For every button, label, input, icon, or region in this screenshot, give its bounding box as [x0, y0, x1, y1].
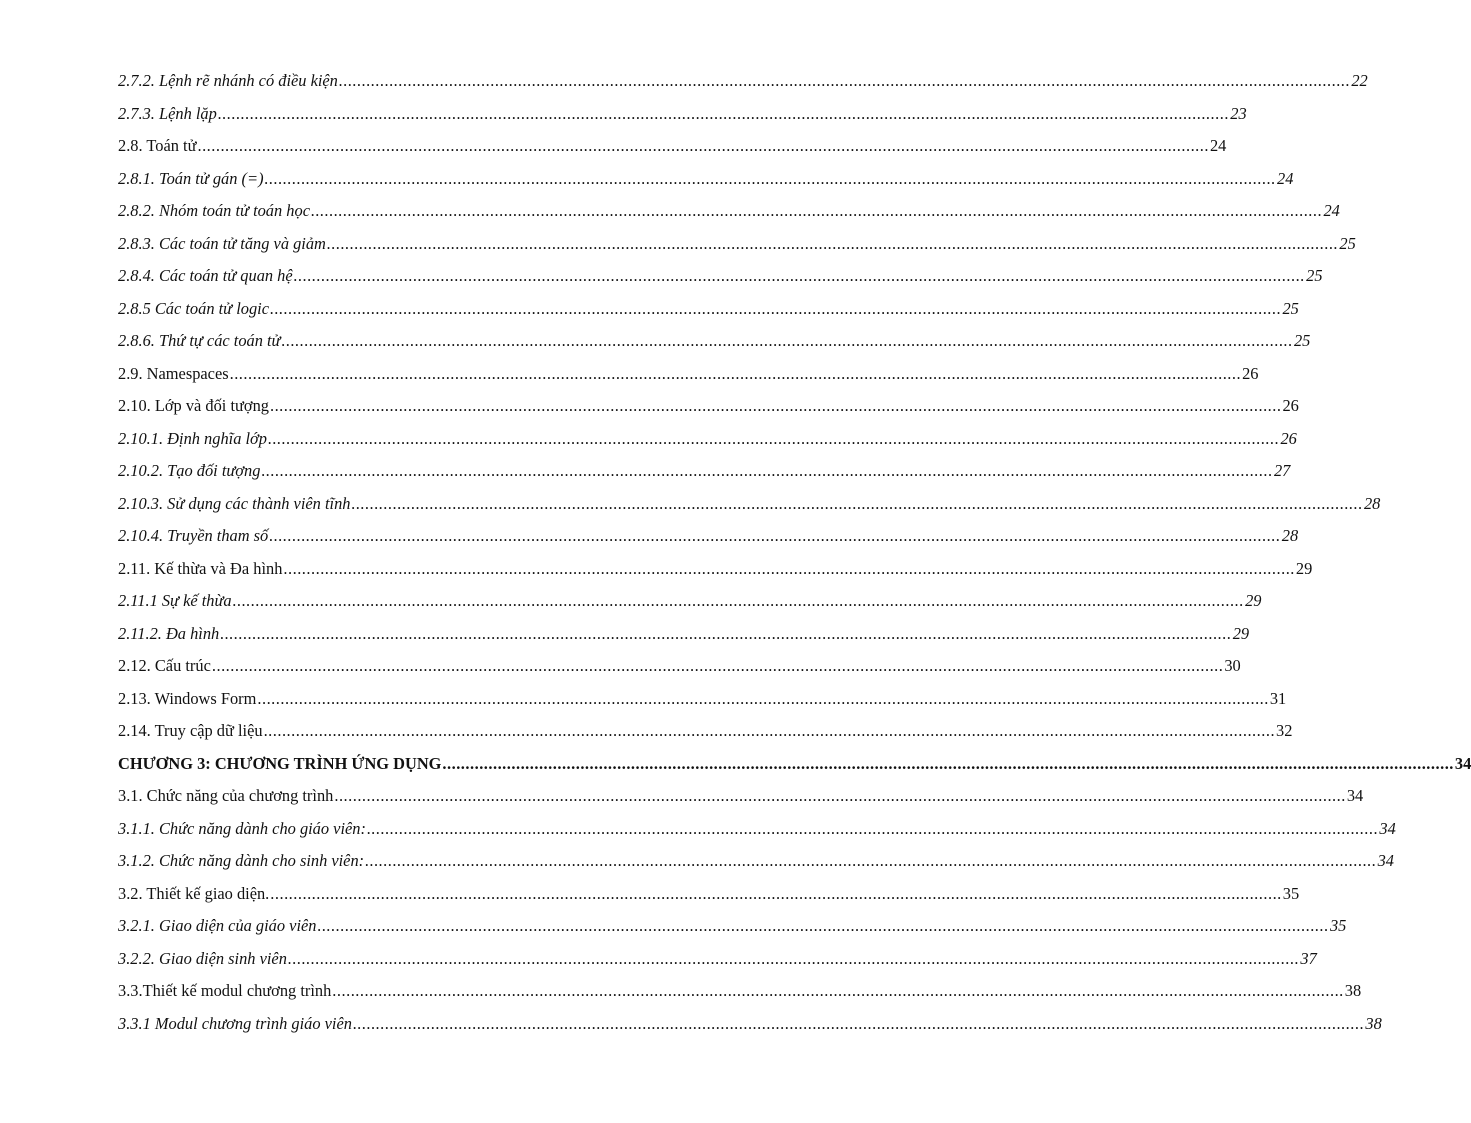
toc-dot-leader: ............................................................................................................................................................................................................................	[310, 201, 1323, 220]
toc-entry[interactable]	[118, 168, 1294, 202]
toc-dot-leader: ............................................................................................................................................................................................................................	[317, 916, 1329, 935]
toc-entry-page-number: 25	[1306, 266, 1323, 285]
toc-dot-leader: ............................................................................................................................................................................................................................	[263, 721, 1276, 740]
toc-dot-leader: ............................................................................................................................................................................................................................	[352, 1013, 1365, 1033]
toc-entry[interactable]	[118, 71, 1368, 104]
toc-entry-page-number: 24	[1323, 201, 1340, 220]
toc-entry[interactable]	[118, 623, 1250, 657]
toc-entry[interactable]	[118, 786, 1364, 819]
toc-entry-title: 2.8.3. Các toán tử tăng và giảm	[118, 233, 326, 253]
toc-entry-page-number: 29	[1295, 558, 1313, 578]
toc-dot-leader: ............................................................................................................................................................................................................................	[211, 656, 1224, 675]
toc-entry-title: 2.10.4. Truyền tham số	[118, 526, 269, 545]
toc-entry-title: 2.8.2. Nhóm toán tử toán học	[118, 201, 310, 220]
toc-entry-title: 2.11.1 Sự kế thừa	[118, 591, 232, 610]
toc-entry-page-number: 34	[1454, 753, 1471, 773]
toc-entry-page-number: 24	[1277, 168, 1294, 188]
toc-entry-page-number: 38	[1365, 1013, 1382, 1033]
toc-entry[interactable]	[118, 558, 1313, 592]
toc-entry[interactable]	[118, 363, 1259, 397]
toc-entry-title: 3.1. Chức năng của chương trình	[118, 786, 334, 805]
toc-entry-page-number: 26	[1280, 428, 1297, 448]
toc-entry-page-number: 25	[1293, 331, 1311, 350]
toc-entry-page-number: 38	[1344, 981, 1362, 1000]
toc-entry-title: 3.2. Thiết kế giao diện.	[118, 883, 270, 903]
toc-entry-title: 2.9. Namespaces	[118, 363, 229, 383]
toc-dot-leader: ............................................................................................................................................................................................................................	[293, 266, 1306, 285]
toc-dot-leader: ............................................................................................................................................................................................................................	[442, 753, 1454, 773]
toc-entry[interactable]	[118, 883, 1300, 917]
toc-entry-title: 2.10.2. Tạo đối tượng	[118, 461, 261, 480]
toc-dot-leader: ............................................................................................................................................................................................................................	[217, 103, 1230, 123]
toc-entry-page-number: 35	[1329, 916, 1347, 935]
table-of-contents	[118, 71, 1471, 1046]
toc-entry[interactable]	[118, 1013, 1382, 1047]
toc-dot-leader: ............................................................................................................................................................................................................................	[232, 591, 1245, 610]
toc-entry-page-number: 34	[1346, 786, 1364, 805]
toc-entry-title: 2.8.1. Toán tử gán (=)	[118, 168, 264, 188]
toc-entry-title: 2.8.5 Các toán tử logic	[118, 298, 269, 318]
toc-entry-page-number: 32	[1276, 721, 1293, 740]
toc-dot-leader: ............................................................................................................................................................................................................................	[269, 526, 1281, 545]
toc-entry[interactable]	[118, 233, 1356, 267]
toc-entry[interactable]	[118, 981, 1362, 1014]
toc-entry-page-number: 28	[1281, 526, 1299, 545]
toc-entry-title: 2.13. Windows Form	[118, 688, 257, 708]
toc-dot-leader: ............................................................................................................................................................................................................................	[267, 428, 1280, 448]
toc-dot-leader: ............................................................................................................................................................................................................................	[365, 851, 1377, 870]
toc-entry-page-number: 34	[1377, 851, 1394, 870]
toc-entry-title: 3.1.2. Chức năng dành cho sinh viên:	[118, 851, 365, 870]
toc-entry[interactable]	[118, 136, 1227, 169]
toc-dot-leader: ............................................................................................................................................................................................................................	[197, 136, 1209, 155]
toc-dot-leader: ............................................................................................................................................................................................................................	[220, 623, 1232, 643]
toc-dot-leader: ............................................................................................................................................................................................................................	[269, 396, 1282, 415]
toc-entry-title: 2.10.1. Định nghĩa lớp	[118, 428, 267, 448]
toc-entry[interactable]	[118, 591, 1262, 624]
toc-dot-leader: ............................................................................................................................................................................................................................	[269, 298, 1282, 318]
toc-entry-page-number: 22	[1351, 71, 1368, 90]
toc-entry-title: 2.11.2. Đa hình	[118, 623, 220, 643]
toc-dot-leader: ............................................................................................................................................................................................................................	[261, 461, 1273, 480]
toc-entry[interactable]	[118, 818, 1396, 852]
toc-dot-leader: ............................................................................................................................................................................................................................	[366, 818, 1379, 838]
toc-dot-leader: ............................................................................................................................................................................................................................	[229, 363, 1242, 383]
toc-entry-page-number: 29	[1232, 623, 1250, 643]
toc-dot-leader: ............................................................................................................................................................................................................................	[326, 233, 1339, 253]
toc-entry-page-number: 24	[1209, 136, 1227, 155]
toc-entry-page-number: 23	[1230, 103, 1247, 123]
toc-entry-page-number: 27	[1273, 461, 1291, 480]
toc-entry-page-number: 35	[1282, 883, 1300, 903]
toc-entry[interactable]	[118, 721, 1293, 754]
toc-entry-title: 2.8.4. Các toán tử quan hệ	[118, 266, 293, 285]
toc-entry-title: 3.3.Thiết kế modul chương trình	[118, 981, 332, 1000]
toc-entry-page-number: 29	[1245, 591, 1262, 610]
toc-entry[interactable]	[118, 851, 1394, 884]
toc-dot-leader: ............................................................................................................................................................................................................................	[257, 688, 1269, 708]
toc-entry[interactable]	[118, 916, 1347, 949]
toc-dot-leader: ............................................................................................................................................................................................................................	[270, 883, 1282, 903]
toc-entry-page-number: 31	[1269, 688, 1287, 708]
toc-entry-title: 2.11. Kế thừa và Đa hình	[118, 558, 283, 578]
toc-entry[interactable]	[118, 201, 1340, 234]
toc-entry-title: 3.2.2. Giao diện sinh viên	[118, 948, 287, 968]
toc-entry-title: 2.8. Toán tử	[118, 136, 197, 155]
toc-dot-leader: ............................................................................................................................................................................................................................	[338, 71, 1351, 90]
toc-entry[interactable]	[118, 753, 1471, 787]
toc-entry-page-number: 28	[1363, 493, 1381, 513]
toc-entry-title: 3.1.1. Chức năng dành cho giáo viên:	[118, 818, 366, 838]
toc-entry-page-number: 30	[1224, 656, 1241, 675]
toc-entry-title: 2.12. Cấu trúc	[118, 656, 211, 675]
toc-entry-title: 2.8.6. Thứ tự các toán tử	[118, 331, 281, 350]
toc-entry-title: 2.7.2. Lệnh rẽ nhánh có điều kiện	[118, 71, 338, 90]
toc-dot-leader: ............................................................................................................................................................................................................................	[334, 786, 1346, 805]
toc-entry-title: 3.3.1 Modul chương trình giáo viên	[118, 1013, 352, 1033]
toc-entry[interactable]	[118, 298, 1299, 332]
toc-entry-page-number: 26	[1282, 396, 1299, 415]
toc-entry-title: 2.7.3. Lệnh lặp	[118, 103, 217, 123]
toc-entry-page-number: 37	[1300, 948, 1317, 968]
toc-dot-leader: ............................................................................................................................................................................................................................	[264, 168, 1277, 188]
toc-entry[interactable]	[118, 948, 1317, 982]
toc-entry-title: CHƯƠNG 3: CHƯƠNG TRÌNH ỨNG DỤNG	[118, 753, 442, 773]
toc-entry-page-number: 34	[1379, 818, 1396, 838]
toc-dot-leader: ............................................................................................................................................................................................................................	[281, 331, 1293, 350]
toc-entry[interactable]	[118, 526, 1299, 559]
toc-dot-leader: ............................................................................................................................................................................................................................	[332, 981, 1344, 1000]
toc-dot-leader: ............................................................................................................................................................................................................................	[283, 558, 1295, 578]
toc-entry-page-number: 25	[1282, 298, 1299, 318]
toc-entry[interactable]	[118, 266, 1323, 299]
toc-entry-title: 2.14. Truy cập dữ liệu	[118, 721, 263, 740]
toc-entry-page-number: 25	[1339, 233, 1356, 253]
toc-entry[interactable]	[118, 493, 1381, 527]
toc-entry-title: 2.10.3. Sử dụng các thành viên tĩnh	[118, 493, 351, 513]
toc-entry[interactable]	[118, 103, 1247, 137]
toc-entry[interactable]	[118, 331, 1311, 364]
toc-entry-page-number: 26	[1242, 363, 1259, 383]
toc-dot-leader: ............................................................................................................................................................................................................................	[351, 493, 1363, 513]
toc-entry-title: 2.10. Lớp và đối tượng	[118, 396, 269, 415]
toc-entry[interactable]	[118, 461, 1291, 494]
toc-entry[interactable]	[118, 688, 1287, 722]
toc-entry[interactable]	[118, 656, 1241, 689]
toc-entry-title: 3.2.1. Giao diện của giáo viên	[118, 916, 317, 935]
toc-dot-leader: ............................................................................................................................................................................................................................	[287, 948, 1300, 968]
toc-entry[interactable]	[118, 428, 1297, 462]
toc-entry[interactable]	[118, 396, 1299, 429]
